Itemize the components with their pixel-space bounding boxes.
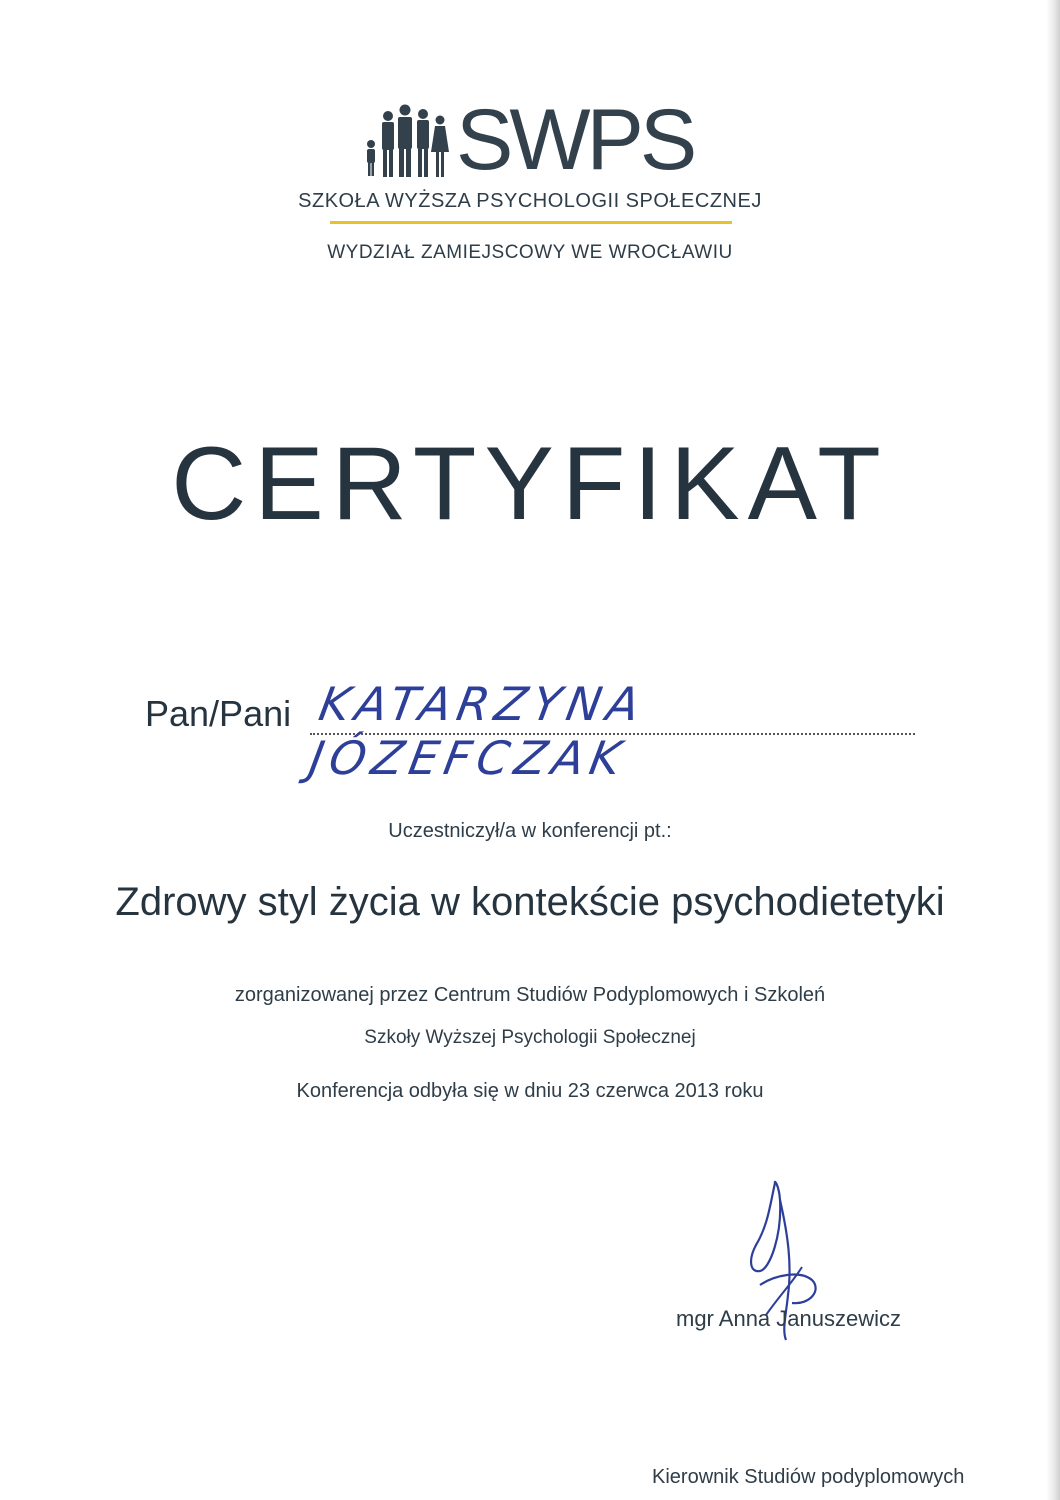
conference-title: Zdrowy styl życia w kontekście psychodietetyki [115,880,945,924]
name-label: Pan/Pani [145,693,292,734]
header [0,90,1060,280]
conference-date: Konferencja odbyła się w dniu 23 czerwca 2013 roku [296,1080,764,1102]
signer-role: Kierownik Studiów podyplomowych [652,1466,965,1488]
faculty-name: WYDZIAŁ ZAMIEJSCOWY WE WROCŁAWIU [327,242,733,263]
organizer-line-1: zorganizowanej przez Centrum Studiów Podyplomowych i Szkoleń [234,984,826,1006]
accent-rule [330,221,732,224]
participation-text: Uczestniczył/a w konferencji pt.: [388,820,672,842]
school-name: SZKOŁA WYŻSZA PSYCHOLOGII SPOŁECZNEJ [298,190,762,212]
organizer-line-2: Szkoły Wyższej Psychologii Społecznej [364,1027,696,1048]
participant-row [145,677,915,785]
certificate-title: CERTYFIKAT [171,426,889,542]
family-figures-logo-icon [362,100,452,180]
participant-name-handwritten: KATARZYNA JÓZEFCZAK [305,677,650,785]
logo [362,92,694,188]
signer-name: mgr Anna Januszewicz [676,1306,901,1331]
logo-wordmark: SWPS [456,92,694,188]
